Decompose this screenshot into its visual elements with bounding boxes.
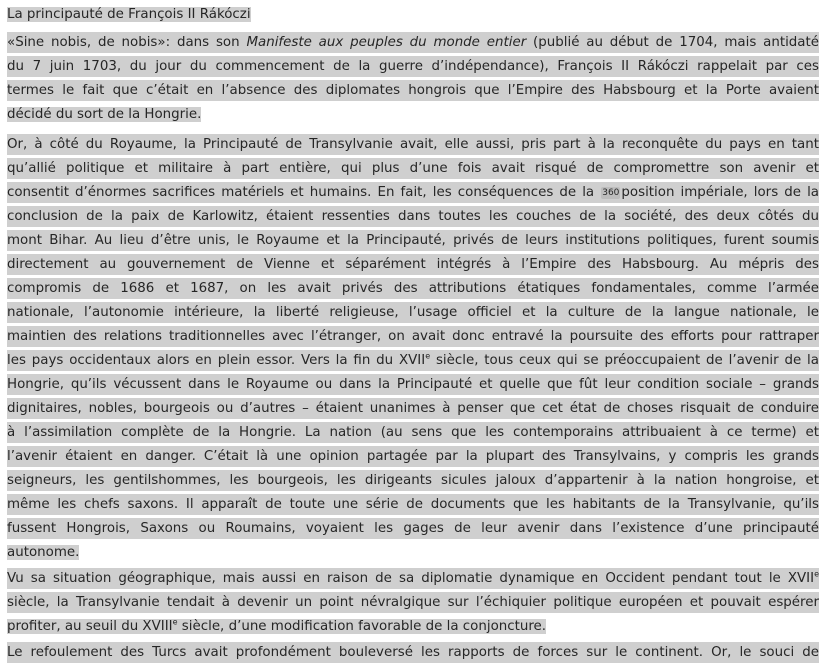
paragraph-1-line: «Sine nobis, de nobis»: dans son Manifeste aux peuples du monde entier (publié au début de 1704, mais antidaté (7, 32, 819, 53)
paragraph-3-line: profiter, au seuil du XVIIIe siècle, d’une modification favorable de la conjoncture. (7, 617, 547, 634)
paragraph-2-line: seigneurs, les gentilshommes, les bourgeois, les dirigeants sicules jaloux d’appartenir à la nation hongroise, et (7, 470, 819, 491)
paragraph-2-line: l’avenir étaient en danger. C’était là une opinion partagée par la plupart des Transylvains, y compris les grands (7, 446, 819, 467)
paragraph-2-line: Or, à côté du Royaume, la Principauté de Transylvanie avait, elle aussi, pris part à la reconquête du pays en tant (7, 134, 819, 155)
section-title: La principauté de François II Rákóczi (7, 7, 251, 22)
paragraph-2-line: qu’allié politique et militaire à part entière, qui plus d’une fois avait risqué de compromettre son avenir et (7, 158, 819, 179)
page-number-marker[interactable]: 360 (602, 188, 620, 198)
paragraph-2-line: dignitaires, nobles, bourgeois ou d’autres – étaient unanimes à penser que cet état de choses risquait de conduire (7, 398, 819, 419)
paragraph-4-line: Le refoulement des Turcs avait profondément bouleversé les rapports de forces sur le continent. Or, le souci de (7, 642, 819, 663)
paragraph-2-line: consentit d’énormes sacrifices matériels et humains. En fait, les conséquences de la 360 position impériale, lors de la (7, 182, 819, 203)
paragraph-2-line: Hongrie, qu’ils vécussent dans le Royaume ou dans la Principauté et quelle que fût leur condition sociale – grands (7, 374, 819, 395)
paragraph-2-line: à l’assimilation complète de la Hongrie. La nation (au sens que les contemporains attribuaient à ce terme) et (7, 422, 819, 443)
paragraph-1-line: du 7 juin 1703, du jour du commencement de la guerre d’indépendance), François II Rákóczi rappelait par ces (7, 56, 819, 77)
paragraph-2-line: directement au gouvernement de Vienne et séparément intégrés à l’Empire des Habsbourg. Au mépris des (7, 254, 819, 275)
paragraph-2-line: même les chefs saxons. Il apparaît de toute une série de documents que les habitants de la Transylvanie, qu’ils (7, 494, 819, 515)
paragraph-1-line: termes le fait que c’était en l’absence des diplomates hongrois que l’Empire des Habsbourg et la Porte avaient (7, 80, 819, 101)
manifesto-title: Manifeste aux peuples du monde entier (246, 35, 527, 50)
paragraph-2-line: mont Bihar. Au lieu d’être unis, le Royaume et la Principauté, privés de leurs institutions politiques, furent soumis (7, 230, 819, 251)
paragraph-3-line: Vu sa situation géographique, mais aussi en raison de sa diplomatie dynamique en Occident pendant tout le XVIIe (7, 568, 819, 589)
paragraph-2-line: conclusion de la paix de Karlowitz, étaient ressenties dans toutes les couches de la société, des deux côtés du (7, 206, 819, 227)
paragraph-2-line: autonome. (7, 545, 80, 560)
paragraph-2-line: compromis de 1686 et 1687, on les avait privés des attributions étatiques fondamentales, comme l’armée (7, 278, 819, 299)
paragraph-2-line: les pays occidentaux alors en plein essor. Vers la fin du XVIIe siècle, tous ceux qui se préoccupaient de l’avenir de la (7, 350, 819, 371)
paragraph-1-line: décidé du sort de la Hongrie. (7, 107, 202, 122)
paragraph-2-line: nationale, l’autonomie intérieure, la liberté religieuse, l’usage officiel et la culture de la langue nationale, le (7, 302, 819, 323)
paragraph-3-line: siècle, la Transylvanie tendait à devenir un point névralgique sur l’échiquier politique européen et pouvait espérer (7, 592, 819, 613)
paragraph-2-line: maintien des relations traditionnelles avec l’étranger, on avait donc entravé la poursuite des efforts pour rattraper (7, 326, 819, 347)
paragraph-2-line: fussent Hongrois, Saxons ou Roumains, voyaient les gages de leur avenir dans l’existence d’une principauté (7, 518, 819, 539)
